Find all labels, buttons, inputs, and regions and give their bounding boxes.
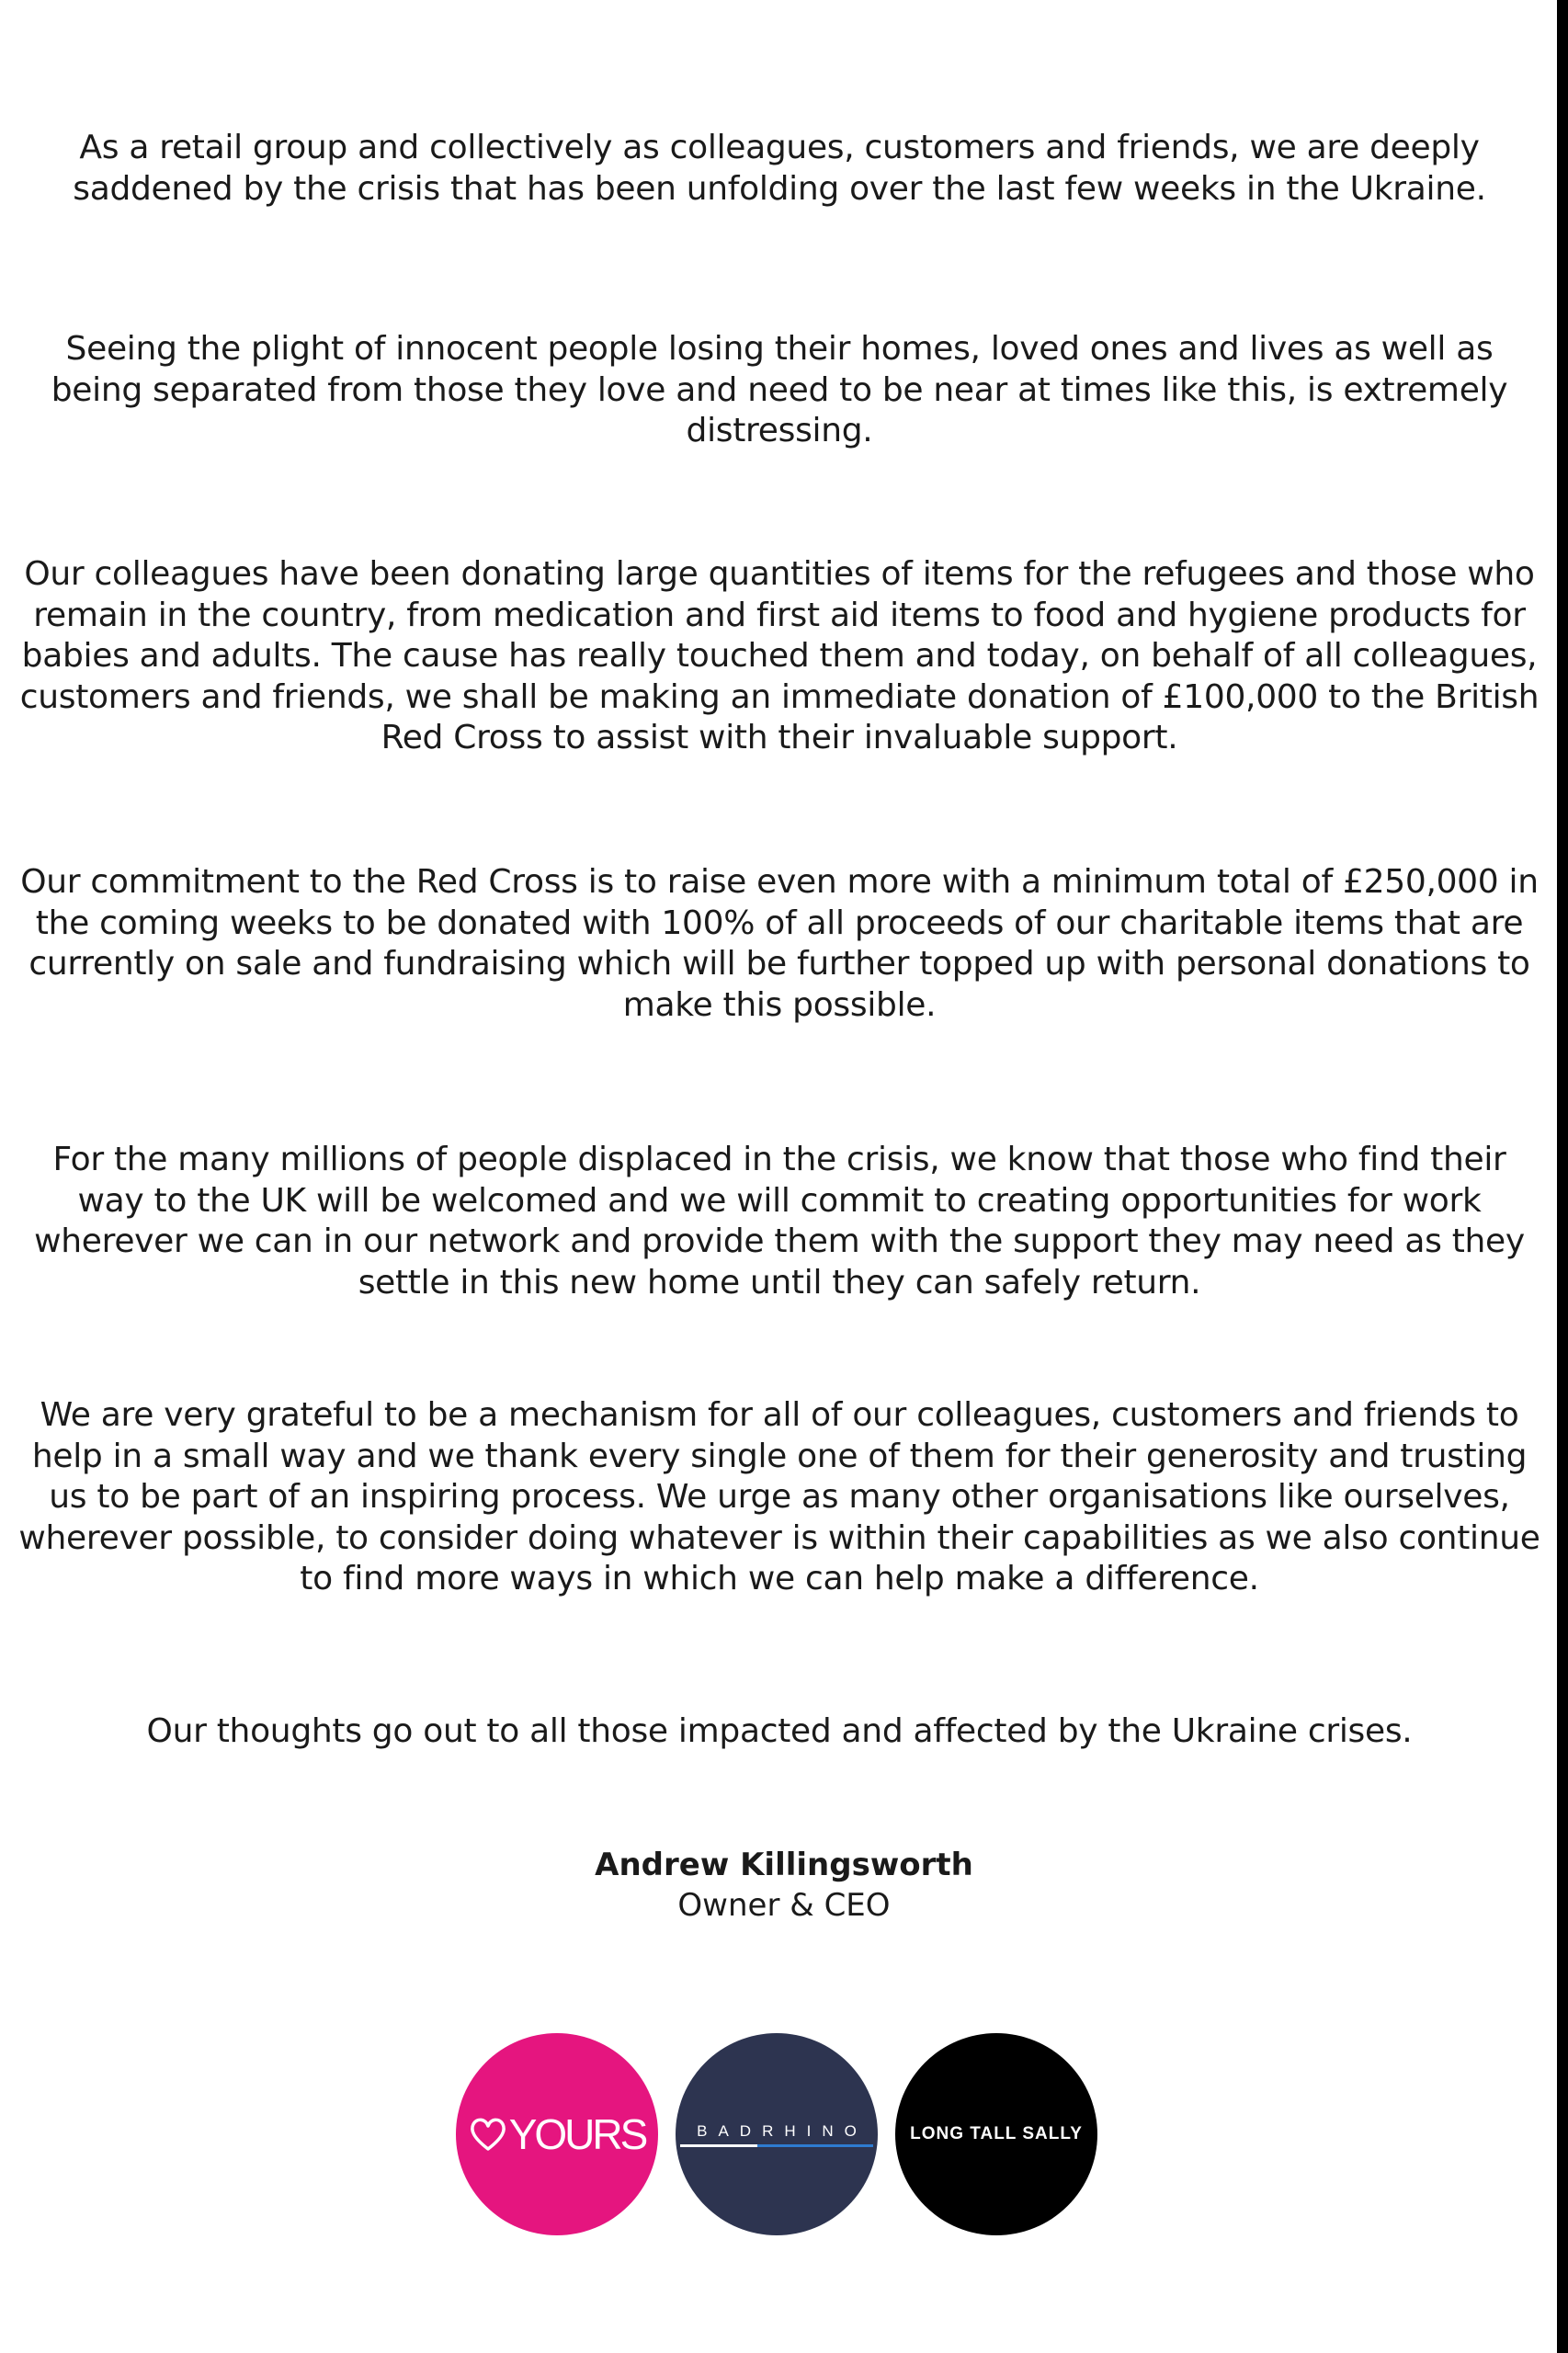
paragraph-plight: Seeing the plight of innocent people losing their homes, loved ones and lives as well as being separated from those they love and need to be near at times like this, is extremely distressing.	[51, 330, 1508, 449]
yours-logo-text: YOURS	[508, 2110, 646, 2158]
paragraph-thoughts: Our thoughts go out to all those impacted and affected by the Ukraine crises.	[146, 1712, 1413, 1750]
paragraph-commitment: Our commitment to the Red Cross is to raise even more with a minimum total of £250,000 in the coming weeks to be donated with 100% of all proceeds of our charitable items that are currently on sale and fundraising which will be further topped up with personal donations to make this possible.	[20, 863, 1539, 1024]
signature-name: Andrew Killingsworth	[595, 1847, 973, 1883]
long-tall-sally-logo-text: LONG TALL SALLY	[910, 2124, 1083, 2143]
right-edge-bar	[1557, 0, 1568, 2353]
heart-outline-icon	[469, 2117, 507, 2152]
paragraph-gratitude: We are very grateful to be a mechanism for all of our colleagues, customers and friends to help in a small way and we thank every single one of them for their generosity and trusting us to be part of an inspiring process. We urge as many other organisations like ourselves, wherever possible, to consider doing whatever is within their capabilities as we also continue to find more ways in which we can help make a difference.	[18, 1396, 1540, 1597]
badrhino-logo	[676, 2033, 878, 2235]
badrhino-logo-text: BADRHINO	[697, 2121, 868, 2140]
long-tall-sally-logo	[895, 2033, 1097, 2235]
paragraph-opportunities: For the many millions of people displaced in the crisis, we know that those who find their way to the UK will be welcomed and we will commit to creating opportunities for work wherever we can in our network and provide them with the support they may need as they settle in this new home until they can safely return.	[34, 1141, 1525, 1302]
badrhino-underline	[680, 2144, 873, 2147]
yours-logo	[456, 2033, 658, 2235]
paragraph-intro: As a retail group and collectively as colleagues, customers and friends, we are deeply saddened by the crisis that has been unfolding over the last few weeks in the Ukraine.	[73, 129, 1486, 208]
signature-block	[0, 1845, 1568, 1926]
paragraph-donations: Our colleagues have been donating large quantities of items for the refugees and those who remain in the country, from medication and first aid items to food and hygiene products for babies and adults. The cause has really touched them and today, on behalf of all colleagues, customers and friends, we shall be making an immediate donation of £100,000 to the British Red Cross to assist with their invaluable support.	[19, 555, 1540, 756]
signature-title: Owner & CEO	[677, 1887, 891, 1924]
